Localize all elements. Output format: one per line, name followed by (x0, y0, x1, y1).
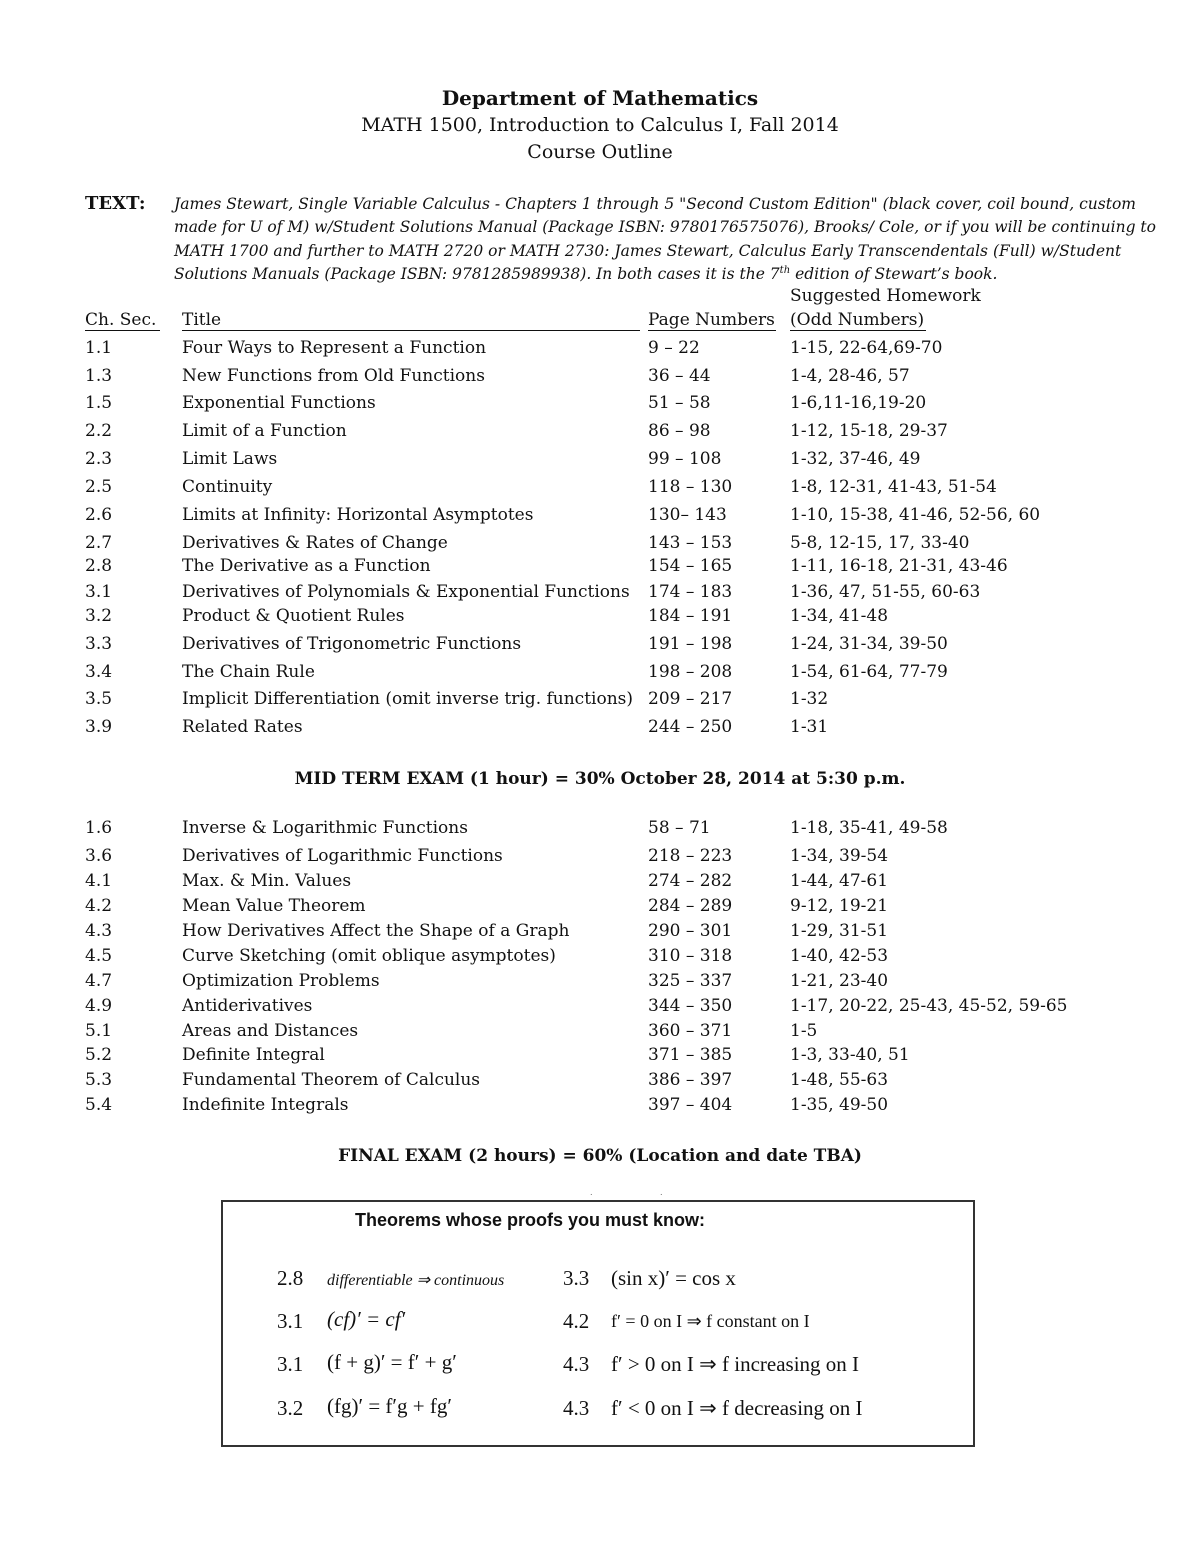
row-pages: 130– 143 (648, 505, 727, 525)
row-pages: 310 – 318 (648, 946, 733, 966)
row-section: 4.2 (85, 896, 113, 916)
row-section: 3.1 (85, 582, 113, 602)
row-pages: 191 – 198 (648, 634, 733, 654)
row-pages: 58 – 71 (648, 818, 711, 838)
row-pages: 51 – 58 (648, 393, 711, 413)
row-section: 2.7 (85, 533, 113, 553)
textbook-line-text: Solutions Manuals (Package ISBN: 9781285989938). In both cases it is the 7 (174, 265, 780, 284)
table-row (0, 449, 1200, 473)
table-row (0, 662, 1200, 686)
row-homework: 1-12, 15-18, 29-37 (790, 421, 948, 441)
header-homework-line1: Suggested Homework (790, 286, 981, 306)
row-homework: 1-34, 41-48 (790, 606, 889, 626)
text-label: TEXT: (85, 193, 146, 214)
row-homework: 1-17, 20-22, 25-43, 45-52, 59-65 (790, 996, 1068, 1016)
row-homework: 1-32, 37-46, 49 (790, 449, 921, 469)
table-row (0, 1095, 1200, 1119)
theorem-section: 4.3 (563, 1396, 590, 1420)
row-section: 2.6 (85, 505, 113, 525)
row-pages: 86 – 98 (648, 421, 711, 441)
row-homework: 9-12, 19-21 (790, 896, 889, 916)
row-section: 5.3 (85, 1070, 113, 1090)
header-page-numbers: Page Numbers (648, 310, 775, 330)
row-title: The Derivative as a Function (182, 556, 431, 576)
header-underline (648, 330, 776, 331)
row-pages: 143 – 153 (648, 533, 733, 553)
row-section: 1.6 (85, 818, 113, 838)
row-homework: 1-40, 42-53 (790, 946, 889, 966)
row-homework: 1-44, 47-61 (790, 871, 889, 891)
row-homework: 1-3, 33-40, 51 (790, 1045, 910, 1065)
textbook-line (174, 263, 1174, 286)
row-title: New Functions from Old Functions (182, 366, 485, 386)
row-title: Four Ways to Represent a Function (182, 338, 487, 358)
table-row (0, 393, 1200, 417)
textbook-line: made for U of M) w/Student Solutions Manual (Package ISBN: 9780176575076), Brooks/ Cole, or if you will be continuing to (174, 218, 1156, 237)
row-pages: 9 – 22 (648, 338, 700, 358)
row-title: Derivatives & Rates of Change (182, 533, 448, 553)
final-exam-note: FINAL EXAM (2 hours) = 60% (Location and date TBA) (338, 1146, 862, 1166)
row-homework: 1-32 (790, 689, 829, 709)
row-pages: 154 – 165 (648, 556, 733, 576)
row-section: 4.7 (85, 971, 113, 991)
row-title: Fundamental Theorem of Calculus (182, 1070, 481, 1090)
row-homework: 1-24, 31-34, 39-50 (790, 634, 948, 654)
row-pages: 244 – 250 (648, 717, 733, 737)
row-section: 3.3 (85, 634, 113, 654)
table-row (0, 896, 1200, 920)
row-title: Optimization Problems (182, 971, 380, 991)
stray-mark: . (590, 1188, 593, 1197)
row-section: 2.5 (85, 477, 113, 497)
row-section: 1.1 (85, 338, 113, 358)
theorem-section: 4.2 (563, 1309, 590, 1333)
row-pages: 118 – 130 (648, 477, 733, 497)
table-row (0, 717, 1200, 741)
table-row (0, 871, 1200, 895)
row-section: 4.3 (85, 921, 113, 941)
table-row (0, 421, 1200, 445)
theorem-formula (327, 1307, 405, 1332)
table-row (0, 946, 1200, 970)
row-title: Limit of a Function (182, 421, 347, 441)
table-row (0, 996, 1200, 1020)
theorem-formula: (f + g)′ = f′ + g′ (327, 1350, 457, 1374)
stray-mark: . (660, 1188, 663, 1197)
row-pages: 325 – 337 (648, 971, 733, 991)
textbook-line-text: edition of Stewart’s book. (790, 265, 998, 284)
row-title: Max. & Min. Values (182, 871, 352, 891)
row-title: Indefinite Integrals (182, 1095, 349, 1115)
row-homework: 1-54, 61-64, 77-79 (790, 662, 948, 682)
table-row (0, 846, 1200, 870)
row-homework: 1-34, 39-54 (790, 846, 889, 866)
row-pages: 290 – 301 (648, 921, 733, 941)
row-title: Derivatives of Polynomials & Exponential Functions (182, 582, 630, 602)
row-section: 1.5 (85, 393, 113, 413)
row-homework: 1-10, 15-38, 41-46, 52-56, 60 (790, 505, 1041, 525)
row-section: 3.2 (85, 606, 113, 626)
row-section: 3.4 (85, 662, 113, 682)
textbook-description (174, 193, 1174, 287)
header-section: Ch. Sec. (85, 310, 157, 330)
row-pages: 397 – 404 (648, 1095, 733, 1115)
row-section: 2.8 (85, 556, 113, 576)
row-pages: 218 – 223 (648, 846, 733, 866)
row-title: Antiderivatives (182, 996, 313, 1016)
header-underline (182, 330, 640, 331)
row-title: Limit Laws (182, 449, 278, 469)
row-homework: 1-4, 28-46, 57 (790, 366, 910, 386)
theorem-formula: (fg)′ = f′g + fg′ (327, 1394, 452, 1418)
theorem-formula: f′ = 0 on I ⇒ f constant on I (611, 1311, 810, 1331)
table-row (0, 1021, 1200, 1045)
row-section: 4.9 (85, 996, 113, 1016)
theorem-formula: (sin x)′ = cos x (611, 1266, 736, 1290)
row-section: 5.2 (85, 1045, 113, 1065)
row-homework: 1-21, 23-40 (790, 971, 889, 991)
row-pages: 274 – 282 (648, 871, 733, 891)
row-homework: 1-8, 12-31, 41-43, 51-54 (790, 477, 997, 497)
edition-superscript: th (779, 265, 791, 277)
table-row (0, 606, 1200, 630)
row-section: 4.5 (85, 946, 113, 966)
theorem-section: 4.3 (563, 1352, 590, 1376)
row-homework: 5-8, 12-15, 17, 33-40 (790, 533, 970, 553)
row-title: Definite Integral (182, 1045, 325, 1065)
row-title: Exponential Functions (182, 393, 376, 413)
theorem-section: 2.8 (277, 1266, 304, 1290)
table-row (0, 366, 1200, 390)
department-title: Department of Mathematics (441, 86, 759, 110)
table-row (0, 556, 1200, 580)
table-row (0, 818, 1200, 842)
row-title: Limits at Infinity: Horizontal Asymptotes (182, 505, 534, 525)
row-pages: 198 – 208 (648, 662, 733, 682)
row-pages: 174 – 183 (648, 582, 733, 602)
row-pages: 371 – 385 (648, 1045, 733, 1065)
row-homework: 1-35, 49-50 (790, 1095, 889, 1115)
document-title: Course Outline (527, 141, 673, 163)
course-title: MATH 1500, Introduction to Calculus I, Fall 2014 (361, 114, 839, 136)
theorem-formula: f′ < 0 on I ⇒ f decreasing on I (611, 1396, 863, 1420)
theorem-formula-text: (cf)′ = cf′ (327, 1307, 406, 1331)
row-pages: 360 – 371 (648, 1021, 733, 1041)
theorem-formula: differentiable ⇒ continuous (327, 1272, 505, 1289)
row-pages: 284 – 289 (648, 896, 733, 916)
table-row (0, 338, 1200, 362)
table-row (0, 477, 1200, 501)
row-title: Inverse & Logarithmic Functions (182, 818, 468, 838)
table-row (0, 689, 1200, 713)
row-pages: 209 – 217 (648, 689, 733, 709)
row-title: Curve Sketching (omit oblique asymptotes) (182, 946, 556, 966)
row-homework: 1-29, 31-51 (790, 921, 889, 941)
row-section: 1.3 (85, 366, 113, 386)
row-homework: 1-31 (790, 717, 829, 737)
row-title: Derivatives of Logarithmic Functions (182, 846, 503, 866)
row-homework: 1-6,11-16,19-20 (790, 393, 927, 413)
row-section: 5.1 (85, 1021, 113, 1041)
row-section: 4.1 (85, 871, 113, 891)
theorem-section: 3.2 (277, 1396, 304, 1420)
row-pages: 344 – 350 (648, 996, 733, 1016)
row-section: 3.6 (85, 846, 113, 866)
row-pages: 386 – 397 (648, 1070, 733, 1090)
table-row (0, 634, 1200, 658)
header-underline (85, 330, 160, 331)
row-title: Derivatives of Trigonometric Functions (182, 634, 522, 654)
table-row (0, 921, 1200, 945)
theorem-section: 3.1 (277, 1309, 304, 1333)
row-homework: 1-15, 22-64,69-70 (790, 338, 943, 358)
row-pages: 99 – 108 (648, 449, 722, 469)
row-title: Mean Value Theorem (182, 896, 366, 916)
header-underline (790, 330, 926, 331)
table-row (0, 1045, 1200, 1069)
row-title: How Derivatives Affect the Shape of a Graph (182, 921, 570, 941)
row-title: Continuity (182, 477, 273, 497)
theorems-title: Theorems whose proofs you must know: (355, 1210, 706, 1230)
theorem-formula: f′ > 0 on I ⇒ f increasing on I (611, 1352, 860, 1376)
theorem-section: 3.1 (277, 1352, 304, 1376)
table-row (0, 1070, 1200, 1094)
midterm-exam-note: MID TERM EXAM (1 hour) = 30% October 28, 2014 at 5:30 p.m. (294, 769, 906, 789)
row-homework: 1-18, 35-41, 49-58 (790, 818, 948, 838)
row-title: Product & Quotient Rules (182, 606, 405, 626)
table-row (0, 533, 1200, 557)
row-title: The Chain Rule (182, 662, 315, 682)
row-title: Related Rates (182, 717, 303, 737)
table-row (0, 582, 1200, 606)
table-row (0, 971, 1200, 995)
textbook-line: James Stewart, Single Variable Calculus - Chapters 1 through 5 "Second Custom Edition" (black cover, coil bound, custom (174, 195, 1137, 213)
header-homework-line2: (Odd Numbers) (790, 310, 925, 330)
table-row (0, 505, 1200, 529)
row-pages: 36 – 44 (648, 366, 711, 386)
theorem-section: 3.3 (563, 1266, 590, 1290)
row-title: Areas and Distances (182, 1021, 359, 1041)
textbook-line: MATH 1700 and further to MATH 2720 or MATH 2730: James Stewart, Calculus Early Transcendentals (Full) w/Student (174, 241, 1122, 260)
row-homework: 1-5 (790, 1021, 818, 1041)
row-section: 3.5 (85, 689, 113, 709)
row-pages: 184 – 191 (648, 606, 733, 626)
row-section: 3.9 (85, 717, 113, 737)
header-title: Title (182, 310, 222, 330)
row-section: 5.4 (85, 1095, 113, 1115)
row-section: 2.3 (85, 449, 113, 469)
row-homework: 1-11, 16-18, 21-31, 43-46 (790, 556, 1008, 576)
row-homework: 1-36, 47, 51-55, 60-63 (790, 582, 981, 602)
row-section: 2.2 (85, 421, 113, 441)
row-homework: 1-48, 55-63 (790, 1070, 889, 1090)
row-title: Implicit Differentiation (omit inverse trig. functions) (182, 689, 634, 709)
